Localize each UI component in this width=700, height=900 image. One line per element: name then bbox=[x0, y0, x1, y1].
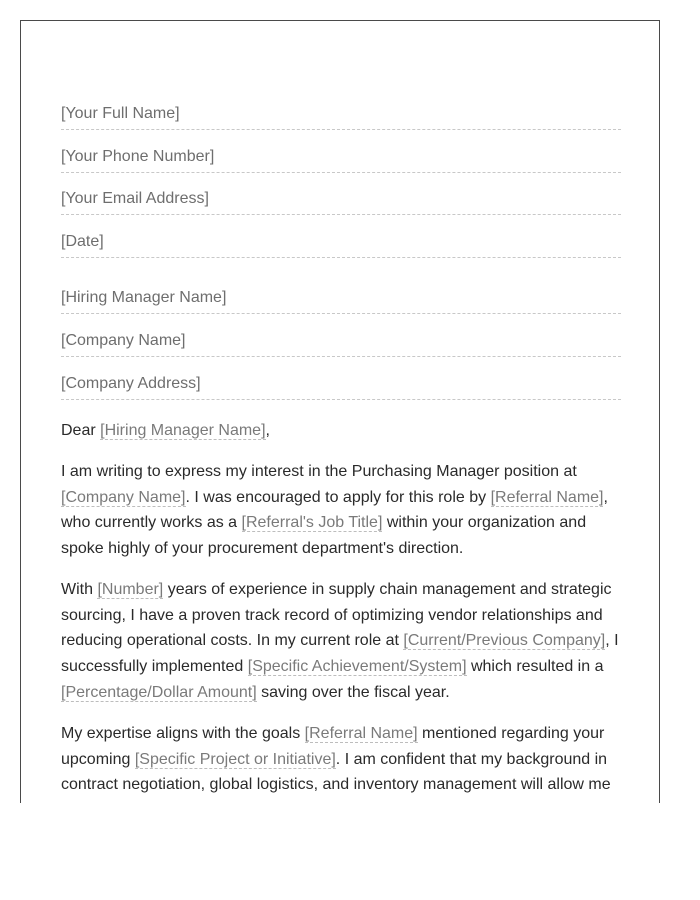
sender-phone-field[interactable] bbox=[61, 143, 621, 173]
sender-phone-placeholder: [Your Phone Number] bbox=[61, 148, 215, 165]
p3-text-3: . I am confident that my background in contract negotiation, global logistics, and inventory management will allow me bbox=[61, 750, 611, 794]
p2-text-5: saving over the fiscal year. bbox=[256, 683, 450, 701]
company-address-placeholder: [Company Address] bbox=[61, 375, 201, 392]
salutation-prefix: Dear bbox=[61, 422, 101, 439]
sender-name-field[interactable] bbox=[61, 100, 621, 130]
sender-email-placeholder: [Your Email Address] bbox=[61, 190, 209, 207]
p2-text-1: With bbox=[61, 581, 98, 598]
p2-amount-placeholder[interactable]: [Percentage/Dollar Amount] bbox=[61, 683, 257, 701]
sender-email-field[interactable] bbox=[61, 185, 621, 215]
p1-referral-placeholder[interactable]: [Referral Name] bbox=[490, 488, 604, 506]
recipient-name-placeholder: [Hiring Manager Name] bbox=[61, 289, 227, 306]
p1-text-2: . I was encouraged to apply for this role by bbox=[185, 488, 491, 506]
company-name-field[interactable] bbox=[61, 327, 621, 357]
date-field[interactable] bbox=[61, 228, 621, 258]
p1-text-4: within your organization and spoke highly of your procurement department's direction. bbox=[61, 514, 587, 558]
letter-page bbox=[20, 20, 660, 803]
p2-text-2: years of experience in supply chain management and strategic sourcing, I have a proven track record of optimizing vendor relationships and reducing operational costs. In my current role at bbox=[61, 581, 612, 650]
p2-current-company-placeholder[interactable]: [Current/Previous Company] bbox=[403, 632, 606, 650]
date-placeholder: [Date] bbox=[61, 233, 104, 250]
p1-text-1: I am writing to express my interest in the Purchasing Manager position at bbox=[61, 463, 577, 480]
paragraph-experience bbox=[61, 577, 626, 706]
recipient-name-field[interactable] bbox=[61, 284, 621, 314]
p3-project-placeholder[interactable]: [Specific Project or Initiative] bbox=[134, 750, 336, 768]
paragraph-intro bbox=[61, 459, 626, 562]
p3-text-1: My expertise aligns with the goals bbox=[61, 725, 305, 742]
p3-referral-placeholder[interactable]: [Referral Name] bbox=[304, 725, 418, 742]
company-address-field[interactable] bbox=[61, 370, 621, 400]
p1-referral-title-placeholder[interactable]: [Referral's Job Title] bbox=[241, 514, 383, 532]
salutation bbox=[61, 418, 626, 444]
p2-number-placeholder[interactable]: [Number] bbox=[97, 581, 164, 598]
salutation-name-placeholder[interactable]: [Hiring Manager Name] bbox=[100, 422, 266, 439]
salutation-suffix: , bbox=[265, 422, 270, 439]
sender-name-placeholder: [Your Full Name] bbox=[61, 105, 180, 122]
p2-text-3: , I successfully implemented bbox=[61, 632, 619, 676]
p3-text-2: mentioned regarding your upcoming bbox=[61, 725, 605, 768]
p2-achievement-placeholder[interactable]: [Specific Achievement/System] bbox=[247, 658, 467, 676]
p2-text-4: which resulted in a bbox=[466, 658, 604, 676]
p1-company-placeholder[interactable]: [Company Name] bbox=[61, 488, 186, 506]
p1-text-3: , who currently works as a bbox=[61, 488, 608, 532]
company-name-placeholder: [Company Name] bbox=[61, 332, 186, 349]
paragraph-alignment bbox=[61, 721, 626, 798]
